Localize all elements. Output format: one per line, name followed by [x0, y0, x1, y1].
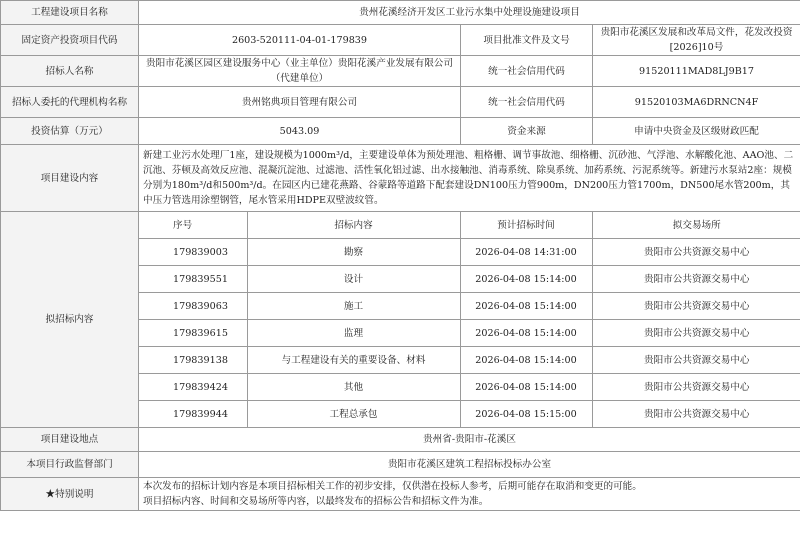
row-investment-code — [1, 25, 800, 56]
table-row — [139, 293, 800, 320]
project-name-label: 工程建设项目名称 — [1, 1, 139, 25]
bid-content: 工程总承包 — [247, 401, 460, 428]
bid-seq: 179839003 — [139, 239, 247, 266]
bid-venue: 贵阳市公共资源交易中心 — [592, 239, 800, 266]
tenderer-label: 招标人名称 — [1, 56, 139, 87]
notes-label: ★特别说明 — [1, 478, 139, 511]
notes-value — [139, 478, 800, 511]
location-label: 项目建设地点 — [1, 428, 139, 452]
investment-code-value: 2603-520111-04-01-179839 — [139, 25, 461, 56]
bidding-header-time: 预计招标时间 — [460, 212, 592, 239]
agency-label: 招标人委托的代理机构名称 — [1, 87, 139, 118]
row-supervisor — [1, 452, 800, 478]
row-location — [1, 428, 800, 452]
credit-code-1-label: 统一社会信用代码 — [461, 56, 593, 87]
bid-venue: 贵阳市公共资源交易中心 — [592, 374, 800, 401]
fund-source-label: 资金来源 — [461, 118, 593, 145]
bid-content: 施工 — [247, 293, 460, 320]
estimate-value: 5043.09 — [139, 118, 461, 145]
bidding-header-venue: 拟交易场所 — [592, 212, 800, 239]
supervisor-label: 本项目行政监督部门 — [1, 452, 139, 478]
bid-venue: 贵阳市公共资源交易中心 — [592, 320, 800, 347]
agency-value: 贵州铭典项目管理有限公司 — [139, 87, 461, 118]
supervisor-value: 贵阳市花溪区建筑工程招标投标办公室 — [139, 452, 800, 478]
bid-time: 2026-04-08 15:14:00 — [460, 266, 592, 293]
table-row — [139, 239, 800, 266]
content-label: 项目建设内容 — [1, 145, 139, 212]
fund-source-value: 申请中央资金及区级财政匹配 — [593, 118, 800, 145]
notes-line-1: 本次发布的招标计划内容是本项目招标相关工作的初步安排，仅供潜在投标人参考，后期可能存在取消和变更的可能。 — [143, 481, 642, 492]
bid-time: 2026-04-08 15:15:00 — [460, 401, 592, 428]
bidding-cell — [139, 212, 800, 428]
row-content — [1, 145, 800, 212]
approval-doc-label: 项目批准文件及文号 — [461, 25, 593, 56]
location-value: 贵州省-贵阳市-花溪区 — [139, 428, 800, 452]
bid-time: 2026-04-08 14:31:00 — [460, 239, 592, 266]
bid-time: 2026-04-08 15:14:00 — [460, 320, 592, 347]
bid-seq: 179839063 — [139, 293, 247, 320]
bid-content: 与工程建设有关的重要设备、材料 — [247, 347, 460, 374]
credit-code-2-value: 91520103MA6DRNCN4F — [593, 87, 800, 118]
table-row — [139, 266, 800, 293]
row-tenderer — [1, 56, 800, 87]
bidding-table — [139, 212, 800, 427]
project-name-value: 贵州花溪经济开发区工业污水集中处理设施建设项目 — [139, 1, 800, 25]
table-row — [139, 401, 800, 428]
bid-seq: 179839551 — [139, 266, 247, 293]
bid-content: 设计 — [247, 266, 460, 293]
bid-seq: 179839424 — [139, 374, 247, 401]
bid-seq: 179839944 — [139, 401, 247, 428]
bidding-header-seq: 序号 — [139, 212, 247, 239]
approval-doc-value: 贵阳市花溪区发展和改革局文件，花发改投资[2026]10号 — [593, 25, 800, 56]
bidding-header-row — [139, 212, 800, 239]
bid-time: 2026-04-08 15:14:00 — [460, 293, 592, 320]
table-row — [139, 374, 800, 401]
bid-content: 监理 — [247, 320, 460, 347]
credit-code-1-value: 91520111MAD8LJ9B17 — [593, 56, 800, 87]
row-estimate — [1, 118, 800, 145]
bidding-label: 拟招标内容 — [1, 212, 139, 428]
investment-code-label: 固定资产投资项目代码 — [1, 25, 139, 56]
content-value: 新建工业污水处理厂1座，建设规模为1000m³/d，主要建设单体为预处理池、粗格栅、调节事故池、细格栅、沉砂池、气浮池、水解酸化池、AAO池、二沉池、芬顿及高效反应池、混凝沉淀池、过滤池、活性氧化铝过滤、出水接触池、消毒系统、除臭系统、加药系统、污泥系统等。新建污水泵站2座：规模分别为180m³/d和500m³/d。在园区内已建花燕路、谷蒙路等道路下配套建设DN100压力管900m，DN200压力管1700m，DN500尾水管200m，其中压力管选用涂塑钢管，尾水管采用HDPE双壁波纹管。 — [139, 145, 800, 212]
bidding-header-content: 招标内容 — [247, 212, 460, 239]
bid-content: 勘察 — [247, 239, 460, 266]
bid-seq: 179839138 — [139, 347, 247, 374]
credit-code-2-label: 统一社会信用代码 — [461, 87, 593, 118]
tenderer-value: 贵阳市花溪区园区建设服务中心（业主单位）贵阳花溪产业发展有限公司（代建单位） — [139, 56, 461, 87]
bid-time: 2026-04-08 15:14:00 — [460, 374, 592, 401]
bid-content: 其他 — [247, 374, 460, 401]
row-notes — [1, 478, 800, 511]
bid-venue: 贵阳市公共资源交易中心 — [592, 266, 800, 293]
bid-venue: 贵阳市公共资源交易中心 — [592, 401, 800, 428]
table-row — [139, 320, 800, 347]
row-agency — [1, 87, 800, 118]
bid-venue: 贵阳市公共资源交易中心 — [592, 347, 800, 374]
bid-time: 2026-04-08 15:14:00 — [460, 347, 592, 374]
row-project-name — [1, 1, 800, 25]
estimate-label: 投资估算（万元） — [1, 118, 139, 145]
table-row — [139, 347, 800, 374]
notes-line-2: 项目招标内容、时间和交易场所等内容，以最终发布的招标公告和招标文件为准。 — [143, 496, 489, 507]
bid-venue: 贵阳市公共资源交易中心 — [592, 293, 800, 320]
bid-seq: 179839615 — [139, 320, 247, 347]
row-bidding — [1, 212, 800, 428]
